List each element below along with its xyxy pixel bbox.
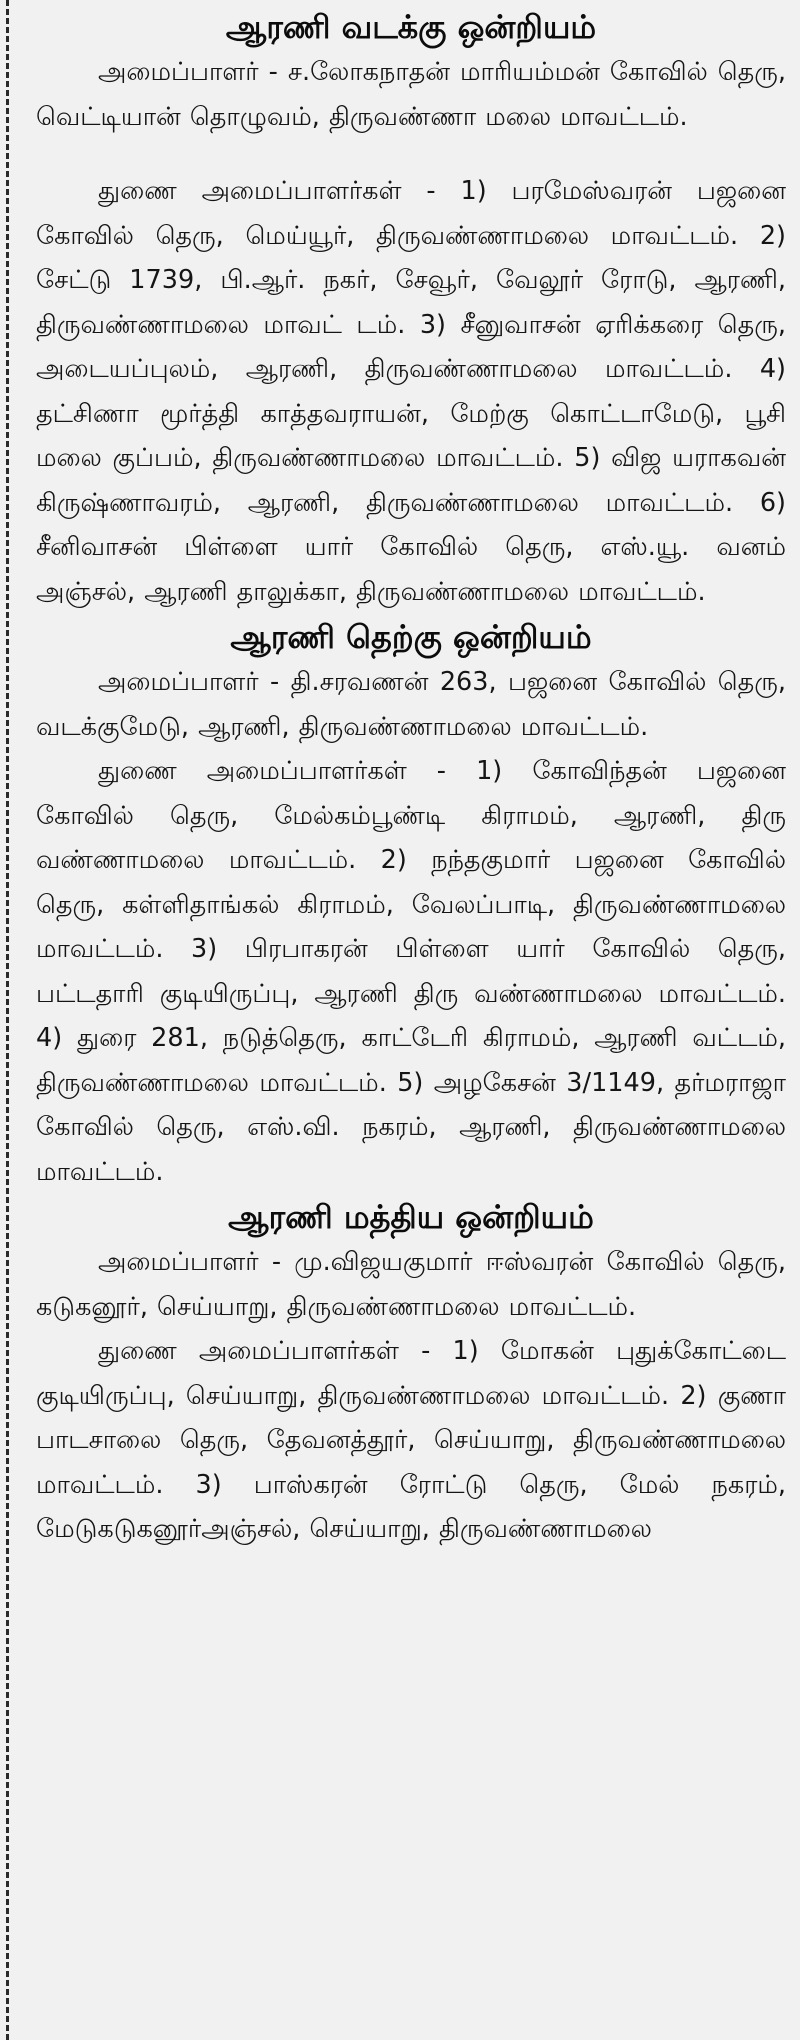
deputies-paragraph: துணை அமைப்பாளர்கள் - 1) பரமேஸ்வரன் பஜனை கோவில் தெரு, மெய்யூர், திருவண்ணாமலை மாவட்டம். 2) சேட்டு 1739, பி.ஆர். நகர், சேவூர், வேலூர் ரோடு, ஆரணி, திருவண்ணாமலை மாவட் டம். 3) சீனுவாசன் ஏரிக்கரை தெரு, அடையப்புலம், ஆரணி, திருவண்ணாமலை மாவட்டம். 4) தட்சிணா மூர்த்தி காத்தவராயன், மேற்கு கொட்டாமேடு, பூசி மலை குப்பம், திருவண்ணாமலை மாவட்டம். 5) விஜ யராகவன் கிருஷ்ணாவரம், ஆரணி, திருவண்ணாமலை மாவட்டம். 6) சீனிவாசன் பிள்ளை யார் கோவில் தெரு, எஸ்.யூ. வனம் அஞ்சல், ஆரணி தாலுக்கா, திருவண்ணாமலை மாவட்டம்.: [36, 176, 786, 607]
organizer-paragraph: அமைப்பாளர் - தி.சரவணன் 263, பஜனை கோவில் தெரு, வடக்குமேடு, ஆரணி, திருவண்ணாமலை மாவட்டம்.: [36, 667, 786, 742]
section-heading: ஆரணி மத்திய ஒன்றியம்: [228, 1198, 594, 1236]
section-arani-south-union: [36, 614, 786, 1194]
section-arani-north-union: [36, 4, 786, 614]
section-arani-central-union: [36, 1194, 786, 1552]
deputies-paragraph: துணை அமைப்பாளர்கள் - 1) மோகன் புதுக்கோட்டை குடியிருப்பு, செய்யாறு, திருவண்ணாமலை மாவட்டம். 2) குணா பாடசாலை தெரு, தேவனத்தூர், செய்யாறு, திருவண்ணாமலை மாவட்டம். 3) பாஸ்கரன் ரோட்டு தெரு, மேல் நகரம், மேடுகடுகனூர்அஞ்சல், செய்யாறு, திருவண்ணாமலை: [36, 1336, 786, 1544]
deputies-paragraph: துணை அமைப்பாளர்கள் - 1) கோவிந்தன் பஜனை கோவில் தெரு, மேல்கம்பூண்டி கிராமம், ஆரணி, திரு வண்ணாமலை மாவட்டம். 2) நந்தகுமார் பஜனை கோவில் தெரு, கள்ளிதாங்கல் கிராமம், வேலப்பாடி, திருவண்ணாமலை மாவட்டம். 3) பிரபாகரன் பிள்ளை யார் கோவில் தெரு, பட்டதாரி குடியிருப்பு, ஆரணி திரு வண்ணாமலை மாவட்டம். 4) துரை 281, நடுத்தெரு, காட்டேரி கிராமம், ஆரணி வட்டம், திருவண்ணாமலை மாவட்டம். 5) அழகேசன் 3/1149, தர்மராஜா கோவில் தெரு, எஸ்.வி. நகரம், ஆரணி, திருவண்ணாமலை மாவட்டம்.: [36, 756, 786, 1187]
article-column: [36, 0, 786, 2040]
section-heading: ஆரணி வடக்கு ஒன்றியம்: [225, 8, 597, 46]
organizer-paragraph: அமைப்பாளர் - மு.விஜயகுமார் ஈஸ்வரன் கோவில் தெரு, கடுகனூர், செய்யாறு, திருவண்ணாமலை மாவட்டம்.: [36, 1247, 786, 1322]
organizer-paragraph: அமைப்பாளர் - ச.லோகநாதன் மாரியம்மன் கோவில் தெரு, வெட்டியான் தொழுவம், திருவண்ணா மலை மாவட்டம்.: [36, 57, 786, 132]
dashed-cut-border: [6, 0, 9, 2040]
section-heading: ஆரணி தெற்கு ஒன்றியம்: [230, 618, 592, 656]
